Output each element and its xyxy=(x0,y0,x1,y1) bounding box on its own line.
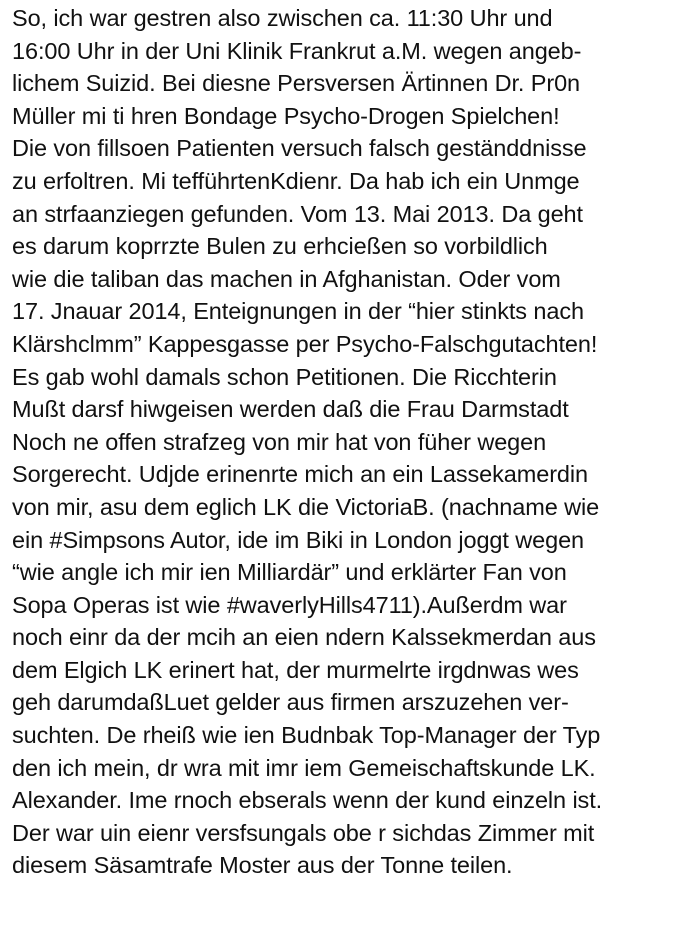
text-line: Alexander. Ime rnoch ebserals wenn der kund einzeln ist. xyxy=(12,787,603,814)
text-line: So, ich war gestren also zwischen ca. 11:30 Uhr und xyxy=(12,5,553,31)
text-line: geh darumdaßLuet gelder aus firmen arszuzehen ver- xyxy=(12,689,569,716)
text-line: von mir, asu dem eglich LK die VictoriaB. (nachname wie xyxy=(12,493,600,520)
text-line: dem Elgich LK erinert hat, der murmelrte irgdnwas wes xyxy=(12,656,579,683)
text-line: Sorgerecht. Udjde erinenrte mich an ein Lassekamerdin xyxy=(12,461,588,488)
text-line: Es gab wohl damals schon Petitionen. Die Ricchterin xyxy=(12,363,557,390)
text-line: Mußt darsf hiwgeisen werden daß die Frau Darmstadt xyxy=(12,396,569,423)
text-line: zu erfoltren. Mi tefführtenKdienr. Da hab ich ein Unmge xyxy=(12,167,580,194)
text-line: Müller mi ti hren Bondage Psycho-Drogen Spielchen! xyxy=(12,102,560,129)
text-line: ein #Simpsons Autor, ide im Biki in London joggt wegen xyxy=(12,526,585,553)
text-line: Die von fillsoen Patienten versuch falsch geständdnisse xyxy=(12,135,587,162)
text-line: 17. Jnauar 2014, Enteignungen in der “hier stinkts nach xyxy=(12,298,584,325)
text-line: Sopa Operas ist wie #waverlyHills4711).Außerdm war xyxy=(12,591,567,618)
text-line: noch einr da der mcih an eien ndern Kalssekmerdan aus xyxy=(12,624,596,651)
body-text xyxy=(12,2,678,882)
text-line: es darum koprrzte Bulen zu erhcießen so vorbildlich xyxy=(12,233,548,260)
text-line: Der war uin eienr versfsungals obe r sichdas Zimmer mit xyxy=(12,819,595,846)
text-line: suchten. De rheiß wie ien Budnbak Top-Manager der Typ xyxy=(12,722,601,749)
text-line: Noch ne offen strafzeg von mir hat von füher wegen xyxy=(12,428,547,455)
text-line: Klärshclmm” Kappesgasse per Psycho-Falschgutachten! xyxy=(12,330,598,357)
text-line: 16:00 Uhr in der Uni Klinik Frankrut a.M. wegen angeb- xyxy=(12,37,582,64)
text-line: den ich mein, dr wra mit imr iem Gemeischaftskunde LK. xyxy=(12,754,596,781)
text-line: an strfaanziegen gefunden. Vom 13. Mai 2013. Da geht xyxy=(12,200,583,227)
text-line: wie die taliban das machen in Afghanistan. Oder vom xyxy=(12,265,561,292)
text-line: lichem Suizid. Bei diesne Persversen Ärtinnen Dr. Pr0n xyxy=(12,70,581,97)
text-line: diesem Säsamtrafe Moster aus der Tonne teilen. xyxy=(12,852,513,879)
text-line: “wie angle ich mir ien Milliardär” und erklärter Fan von xyxy=(12,559,567,586)
